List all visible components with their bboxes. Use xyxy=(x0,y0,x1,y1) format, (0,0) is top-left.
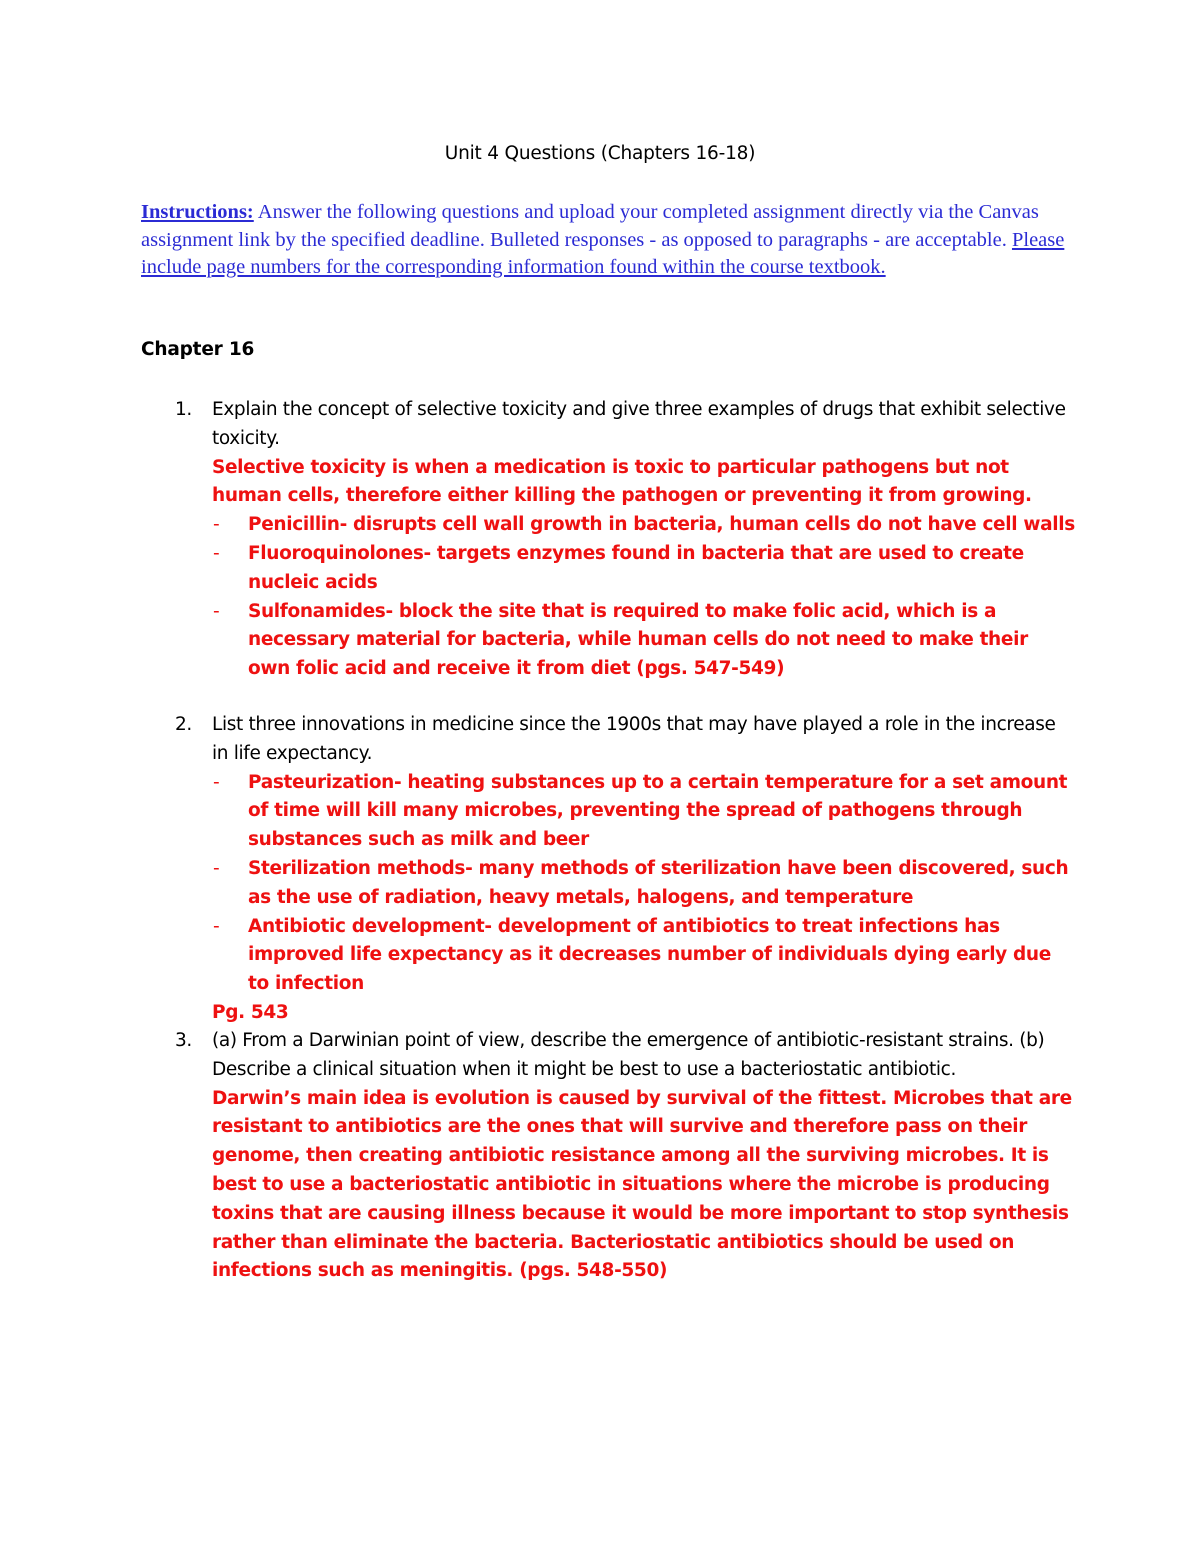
bullet-dash: - xyxy=(213,542,220,564)
bullet-text: Pasteurization- heating substances up to a certain temperature for a set amount of time will kill many microbes, preventing the spread of pathogens through substances such as milk and beer xyxy=(248,771,1068,851)
question-1 xyxy=(175,396,1075,684)
answer-bullet-list xyxy=(212,511,1075,684)
bullet-dash: - xyxy=(213,514,220,536)
list-item xyxy=(212,511,1075,540)
list-item xyxy=(212,598,1075,684)
instructions-underlined-note: Please include page numbers for the corresponding information found within the course textbook. xyxy=(141,228,1065,278)
bullet-text: Penicillin- disrupts cell wall growth in bacteria, human cells do not have cell walls xyxy=(248,514,1075,536)
answer-bullet-list xyxy=(212,769,1075,999)
answer-text: Darwin’s main idea is evolution is caused by survival of the fittest. Microbes that are resistant to antibiotics are the ones that will survive and therefore pass on their genome, then creating antibiotic resistance among all the surviving microbes. It is best to use a bacteriostatic antibiotic in situations where the microbe is producing toxins that are causing illness because it would be more important to stop synthesis rather than eliminate the bacteria. Bacteriostatic antibiotics should be used on infections such as meningitis. (pgs. 548-550) xyxy=(212,1087,1072,1282)
chapter-heading: Chapter 16 xyxy=(141,339,255,360)
bullet-dash: - xyxy=(213,771,220,793)
instructions-label: Instructions: xyxy=(141,201,254,223)
bullet-text: Antibiotic development- development of antibiotics to treat infections has improved life expectancy as it decreases number of individuals dying early due to infection xyxy=(248,915,1051,995)
bullet-text: Fluoroquinolones- targets enzymes found in bacteria that are used to create nucleic acids xyxy=(248,542,1024,593)
list-item xyxy=(212,540,1075,598)
page-reference: Pg. 543 xyxy=(212,1001,289,1023)
question-3 xyxy=(175,1027,1075,1286)
instructions-text: Answer the following questions and upload your completed assignment directly via the Canvas assignment link by the specified deadline. Bulleted responses - as opposed to paragraphs - are acceptable. xyxy=(141,201,1039,251)
answer-text: Selective toxicity is when a medication is toxic to particular pathogens but not human cells, therefore either killing the pathogen or preventing it from growing. xyxy=(212,456,1032,507)
list-item xyxy=(212,913,1075,999)
question-prompt: List three innovations in medicine since the 1900s that may have played a role in the increase in life expectancy. xyxy=(212,714,1056,764)
question-number: 1. xyxy=(175,399,192,420)
question-number: 2. xyxy=(175,714,192,735)
question-2 xyxy=(175,711,1075,1028)
bullet-dash: - xyxy=(213,600,220,622)
bullet-text: Sulfonamides- block the site that is required to make folic acid, which is a necessary material for bacteria, while human cells do not need to make their own folic acid and receive it from diet (pgs. 547-549) xyxy=(248,600,1028,680)
list-item xyxy=(212,769,1075,855)
list-item xyxy=(212,855,1075,913)
bullet-dash: - xyxy=(213,915,220,937)
question-prompt: Explain the concept of selective toxicity and give three examples of drugs that exhibit selective toxicity. xyxy=(212,399,1066,449)
question-prompt: (a) From a Darwinian point of view, describe the emergence of antibiotic-resistant strains. (b) Describe a clinical situation when it might be best to use a bacteriostatic antibiotic. xyxy=(212,1030,1045,1080)
instructions-paragraph xyxy=(141,199,1071,282)
question-number: 3. xyxy=(175,1030,192,1051)
bullet-text: Sterilization methods- many methods of sterilization have been discovered, such as the use of radiation, heavy metals, halogens, and temperature xyxy=(248,857,1069,908)
document-title: Unit 4 Questions (Chapters 16-18) xyxy=(444,143,756,164)
bullet-dash: - xyxy=(213,857,220,879)
